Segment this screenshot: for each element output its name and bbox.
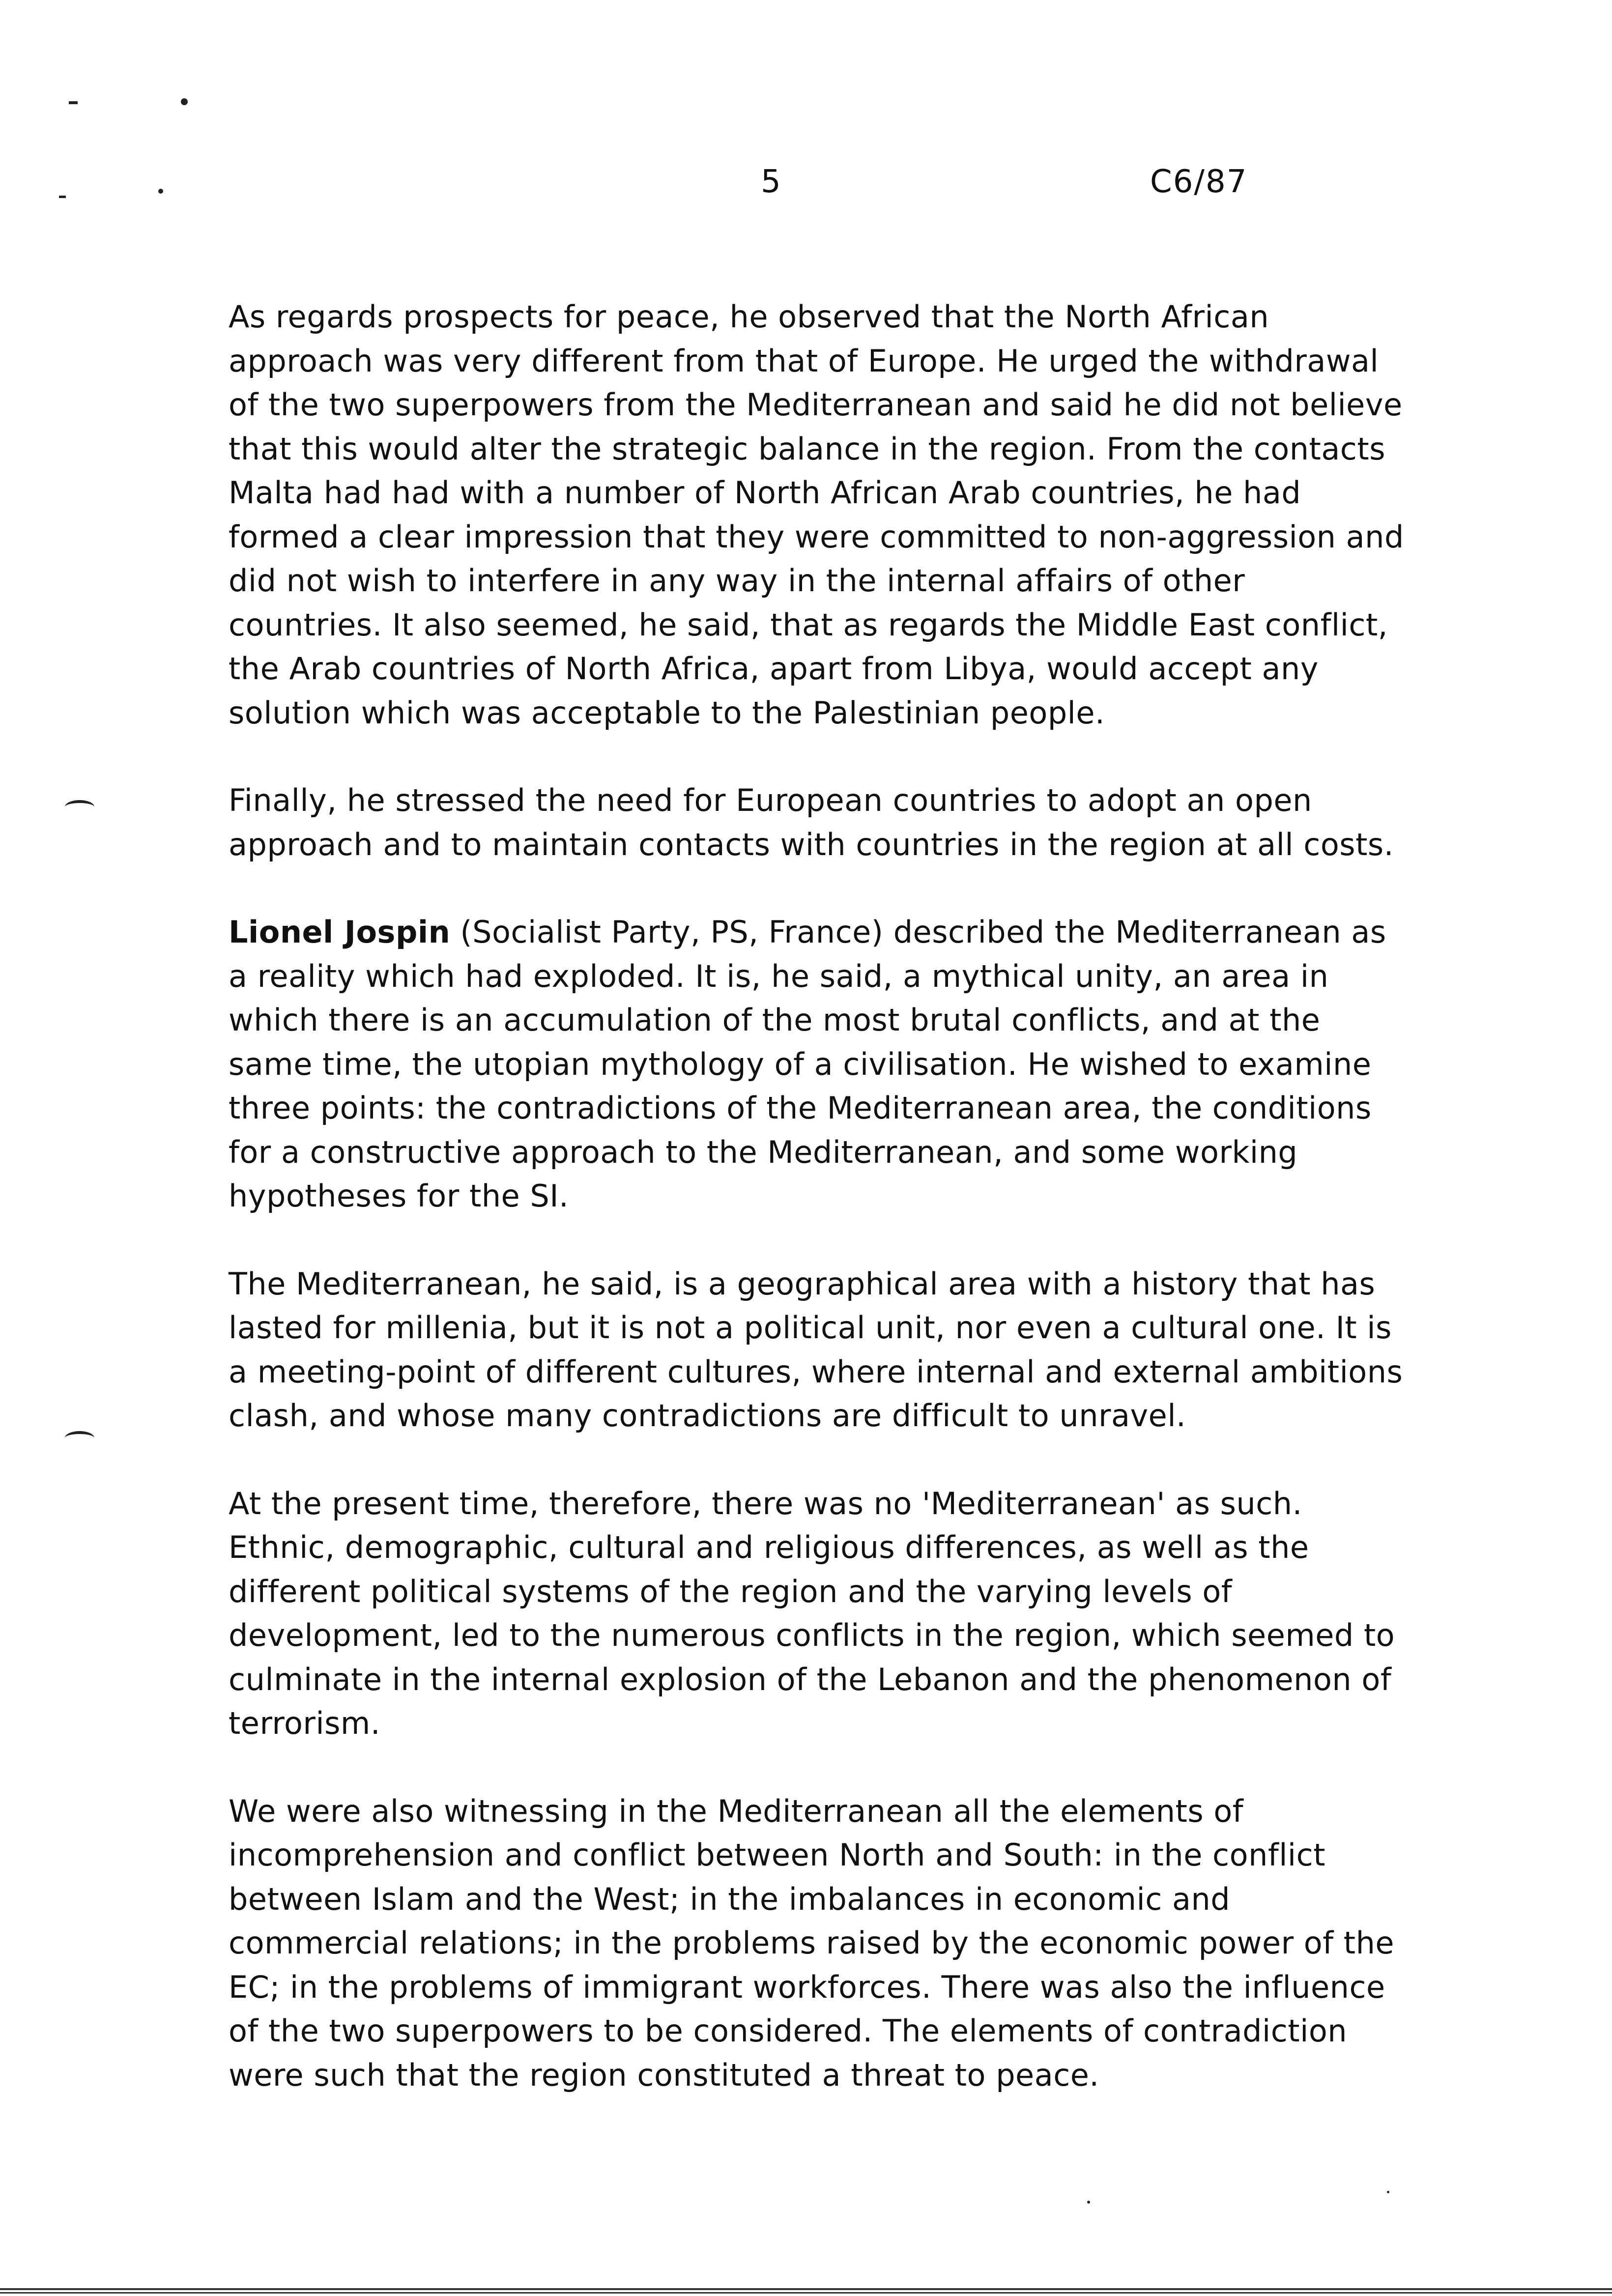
scan-mark — [69, 101, 78, 104]
paragraph-north-south: We were also witnessing in the Mediterranean all the elements of incomprehension and conflict between North and South: in the conflict between Islam and the West; in the imbalances in economic and commercial relations; in the problems raised by the economic power of the EC; in the problems of immigrant workforces. There was also the influence of the two superpowers to be considered. The elements of contradiction were such that the region constituted a threat to peace. — [229, 1793, 1395, 2093]
scan-dot — [1387, 2191, 1389, 2193]
paragraph-jospin-text: (Socialist Party, PS, France) described the Mediterranean as a reality which had exploded. It is, he said, a mythical unity, an area in which there is an accumulation of the most brutal conflicts, and at the same time, the utopian mythology of a civilisation. He wished to examine three points: the contradictions of the Mediterranean area, the conditions for a constructive approach to the Mediterranean, and some working hypotheses for the SI. — [229, 914, 1386, 1214]
paragraph-no-mediterranean: At the present time, therefore, there was no 'Mediterranean' as such. Ethnic, demographic, cultural and religious differences, as well as the different political systems of the region and the varying levels of development, led to the numerous conflicts in the region, which seemed to culminate in the internal explosion of the Lebanon and the phenomenon of terrorism. — [229, 1485, 1395, 1741]
speaker-name: Lionel Jospin — [229, 914, 451, 950]
paragraph-open-approach: Finally, he stressed the need for European countries to adopt an open approach and to maintain contacts with countries in the region at all costs. — [229, 782, 1394, 862]
scan-dot — [1087, 2201, 1090, 2204]
scan-mark — [59, 196, 66, 198]
body-text — [229, 295, 1408, 2141]
paragraph-jospin-intro — [229, 910, 1408, 1218]
page-number: 5 — [761, 164, 782, 200]
paragraph-peace-prospects: As regards prospects for peace, he observed that the North African approach was very different from that of Europe. He urged the withdrawal of the two superpowers from the Mediterranean and said he did not believe that this would alter the strategic balance in the region. From the contacts Malta had had with a number of North African Arab countries, he had formed a clear impression that they were committed to non-aggression and did not wish to interfere in any way in the internal affairs of other countries. It also seemed, he said, that as regards the Middle East conflict, the Arab countries of North Africa, apart from Libya, would accept any solution which was acceptable to the Palestinian people. — [229, 299, 1404, 731]
document-reference: C6/87 — [1150, 164, 1248, 200]
bottom-rule — [0, 2292, 1612, 2294]
scan-dot — [181, 98, 188, 105]
scan-dot — [158, 189, 163, 194]
paragraph-geography: The Mediterranean, he said, is a geographical area with a history that has lasted for millenia, but it is not a political unit, nor even a cultural one. It is a meeting-point of different cultures, where internal and external ambitions clash, and whose many contradictions are difficult to unravel. — [229, 1265, 1403, 1434]
scan-arc — [65, 1431, 94, 1445]
scan-arc — [65, 800, 94, 814]
bottom-rule — [0, 2288, 1612, 2290]
